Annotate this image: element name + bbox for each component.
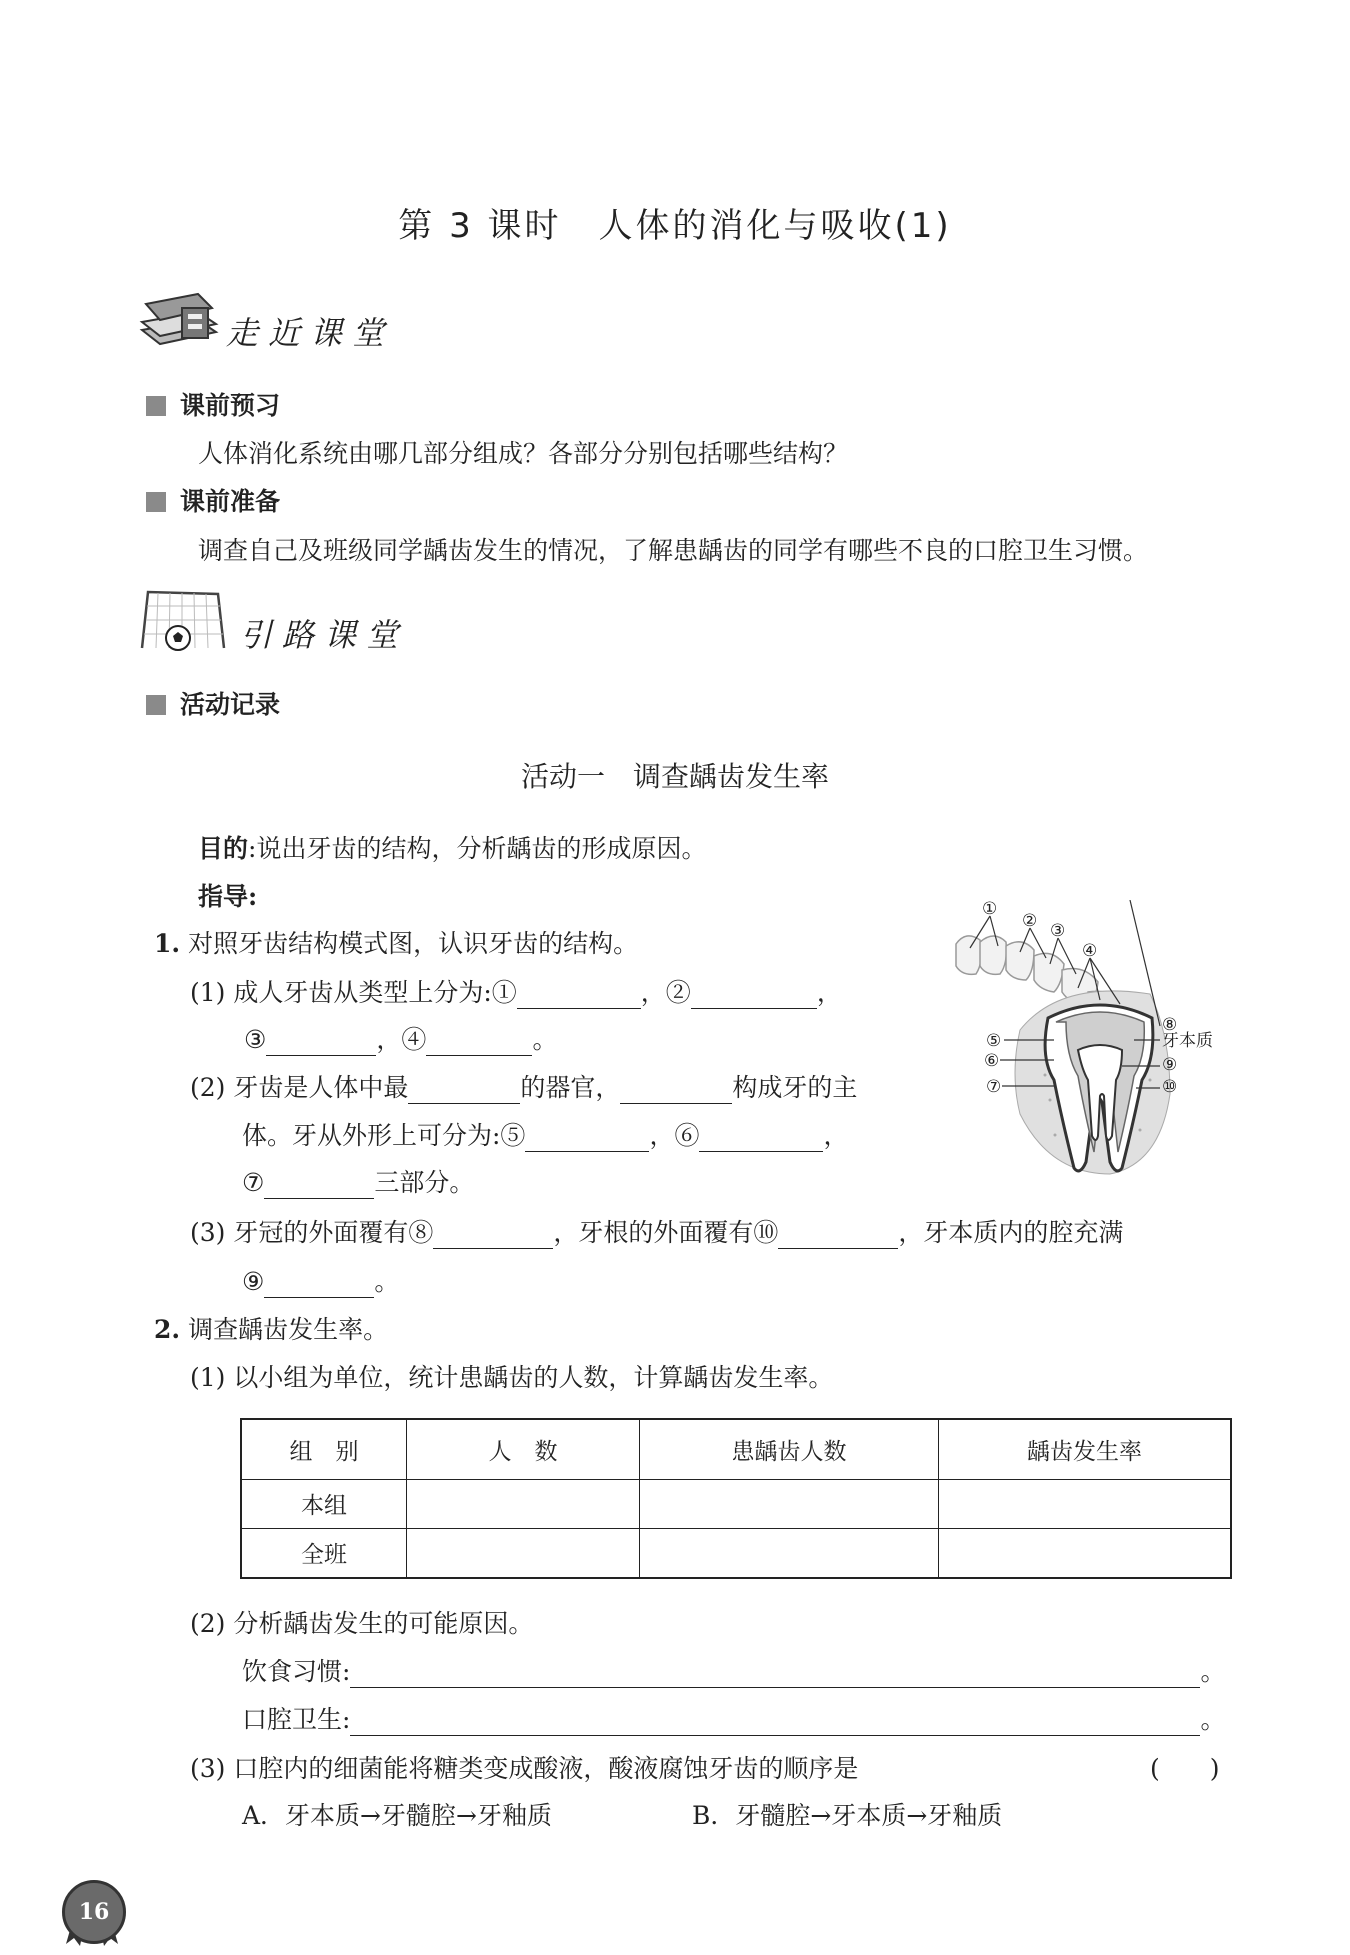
diet-label: 饮食习惯: (242, 1657, 351, 1686)
table-header-cell: 组 别 (241, 1419, 407, 1479)
purpose-text: :说出牙齿的结构，分析龋齿的形成原因。 (248, 834, 707, 863)
oral-label: 口腔卫生: (242, 1705, 351, 1734)
q1-p3-line2: ⑨ 。 (242, 1267, 400, 1296)
q1-p1-line2: ③ ，④ 。 (244, 1025, 558, 1054)
answer-blank-hardest[interactable] (408, 1076, 520, 1105)
table-row (241, 1528, 1231, 1578)
table-cell: 本组 (241, 1479, 407, 1528)
q2-p3: (3) 口腔内的细菌能将糖类变成酸液，酸液腐蚀牙齿的顺序是 (190, 1754, 859, 1783)
prepare-text: 调查自己及班级同学龋齿发生的情况，了解患龋齿的同学有哪些不良的口腔卫生习惯。 (198, 536, 1149, 565)
heading-square-icon (146, 396, 166, 416)
caries-rate-table (240, 1418, 1232, 1579)
answer-blank-1[interactable] (517, 981, 641, 1010)
diagram-label-1: ① (982, 900, 998, 919)
answer-parentheses[interactable]: ( ) (1150, 1754, 1220, 1783)
purpose-line (198, 829, 706, 865)
answer-blank-5[interactable] (525, 1124, 649, 1153)
page-title: 第 3 课时 人体的消化与吸收(1) (398, 206, 952, 246)
answer-blank-7[interactable] (264, 1171, 374, 1200)
q2-line (154, 1310, 388, 1346)
diagram-label-5: ⑤ (986, 1031, 1002, 1051)
diagram-label-6: ⑥ (984, 1051, 1000, 1071)
option-a[interactable]: A．牙本质→牙髓腔→牙釉质 (242, 1801, 552, 1830)
q1-p2-line1: (2) 牙齿是人体中最 的器官， 构成牙的主 (190, 1073, 858, 1102)
table-cell-input[interactable] (640, 1528, 939, 1578)
table-header-cell: 龋齿发生率 (939, 1419, 1232, 1479)
q1-p2-line2: 体。牙从外形上可分为:⑤ ，⑥ ， (242, 1121, 849, 1150)
diagram-label-8: ⑧ (1162, 1015, 1178, 1035)
table-cell-input[interactable] (640, 1479, 939, 1528)
section-heading-zoujin: 走近课堂 (226, 314, 395, 352)
table-cell-input[interactable] (939, 1528, 1232, 1578)
q2-p1: (1) 以小组为单位，统计患龋齿的人数，计算龋齿发生率。 (190, 1363, 834, 1392)
answer-blank-4[interactable] (426, 1028, 532, 1057)
oral-answer-line[interactable] (350, 1708, 1200, 1737)
books-icon (138, 290, 220, 352)
heading-square-icon (146, 695, 166, 715)
record-heading (146, 685, 280, 721)
soccer-goal-icon (138, 588, 228, 652)
heading-square-icon (146, 492, 166, 512)
answer-blank-9[interactable] (264, 1270, 374, 1299)
table-header-cell: 人 数 (407, 1419, 640, 1479)
table-cell-input[interactable] (939, 1479, 1232, 1528)
table-cell: 全班 (241, 1528, 407, 1578)
record-heading-label: 活动记录 (180, 690, 281, 719)
diagram-label-dentin: 牙本质 (1162, 1031, 1213, 1051)
section-heading-yinlu: 引路课堂 (240, 616, 409, 654)
diagram-label-7: ⑦ (986, 1077, 1002, 1097)
q1-p2-line3: ⑦ 三部分。 (242, 1168, 475, 1197)
answer-blank-8[interactable] (433, 1221, 553, 1250)
answer-blank-6[interactable] (699, 1124, 823, 1153)
table-cell-input[interactable] (407, 1479, 640, 1528)
table-row (241, 1479, 1231, 1528)
guide-label: 指导: (198, 882, 258, 911)
q2-text: 调查龋齿发生率。 (188, 1315, 389, 1344)
preview-text: 人体消化系统由哪几部分组成？各部分分别包括哪些结构？ (198, 439, 849, 468)
answer-blank-3[interactable] (266, 1028, 376, 1057)
activity-title: 活动一 调查龋齿发生率 (520, 760, 829, 793)
q2-number: 2. (154, 1315, 181, 1344)
q1-text: 对照牙齿结构模式图，认识牙齿的结构。 (188, 929, 639, 958)
q1-line (154, 924, 638, 960)
tooth-structure-diagram (950, 900, 1240, 1180)
option-b[interactable]: B．牙髓腔→牙本质→牙釉质 (692, 1801, 1003, 1830)
diagram-label-2: ② (1022, 911, 1038, 931)
preview-heading (146, 386, 280, 422)
q2-p2: (2) 分析龋齿发生的可能原因。 (190, 1609, 534, 1638)
answer-blank-2[interactable] (691, 981, 817, 1010)
diagram-label-10: ⑩ (1162, 1077, 1178, 1097)
diet-answer-line[interactable] (350, 1660, 1200, 1689)
answer-blank-main-body[interactable] (620, 1076, 732, 1105)
q1-p3-line1: (3) 牙冠的外面覆有⑧ ，牙根的外面覆有⑩ ，牙本质内的腔充满 (190, 1218, 1124, 1247)
diet-line: 饮食习惯: 。 (242, 1657, 1226, 1686)
q1-number: 1. (154, 929, 181, 958)
oral-line: 口腔卫生: 。 (242, 1705, 1226, 1734)
preview-heading-label: 课前预习 (180, 391, 281, 420)
table-header-row (241, 1419, 1231, 1479)
answer-blank-10[interactable] (778, 1221, 898, 1250)
table-header-cell: 患龋齿人数 (640, 1419, 939, 1479)
purpose-label: 目的 (198, 834, 249, 863)
prepare-heading-label: 课前准备 (180, 487, 281, 516)
prepare-heading (146, 482, 280, 518)
diagram-label-4: ④ (1082, 941, 1098, 961)
page-number: 16 (62, 1880, 126, 1944)
q1-p1-line1: (1) 成人牙齿从类型上分为:① ，② ， (190, 978, 842, 1007)
diagram-label-9: ⑨ (1162, 1055, 1178, 1075)
diagram-label-3: ③ (1050, 921, 1066, 941)
table-cell-input[interactable] (407, 1528, 640, 1578)
